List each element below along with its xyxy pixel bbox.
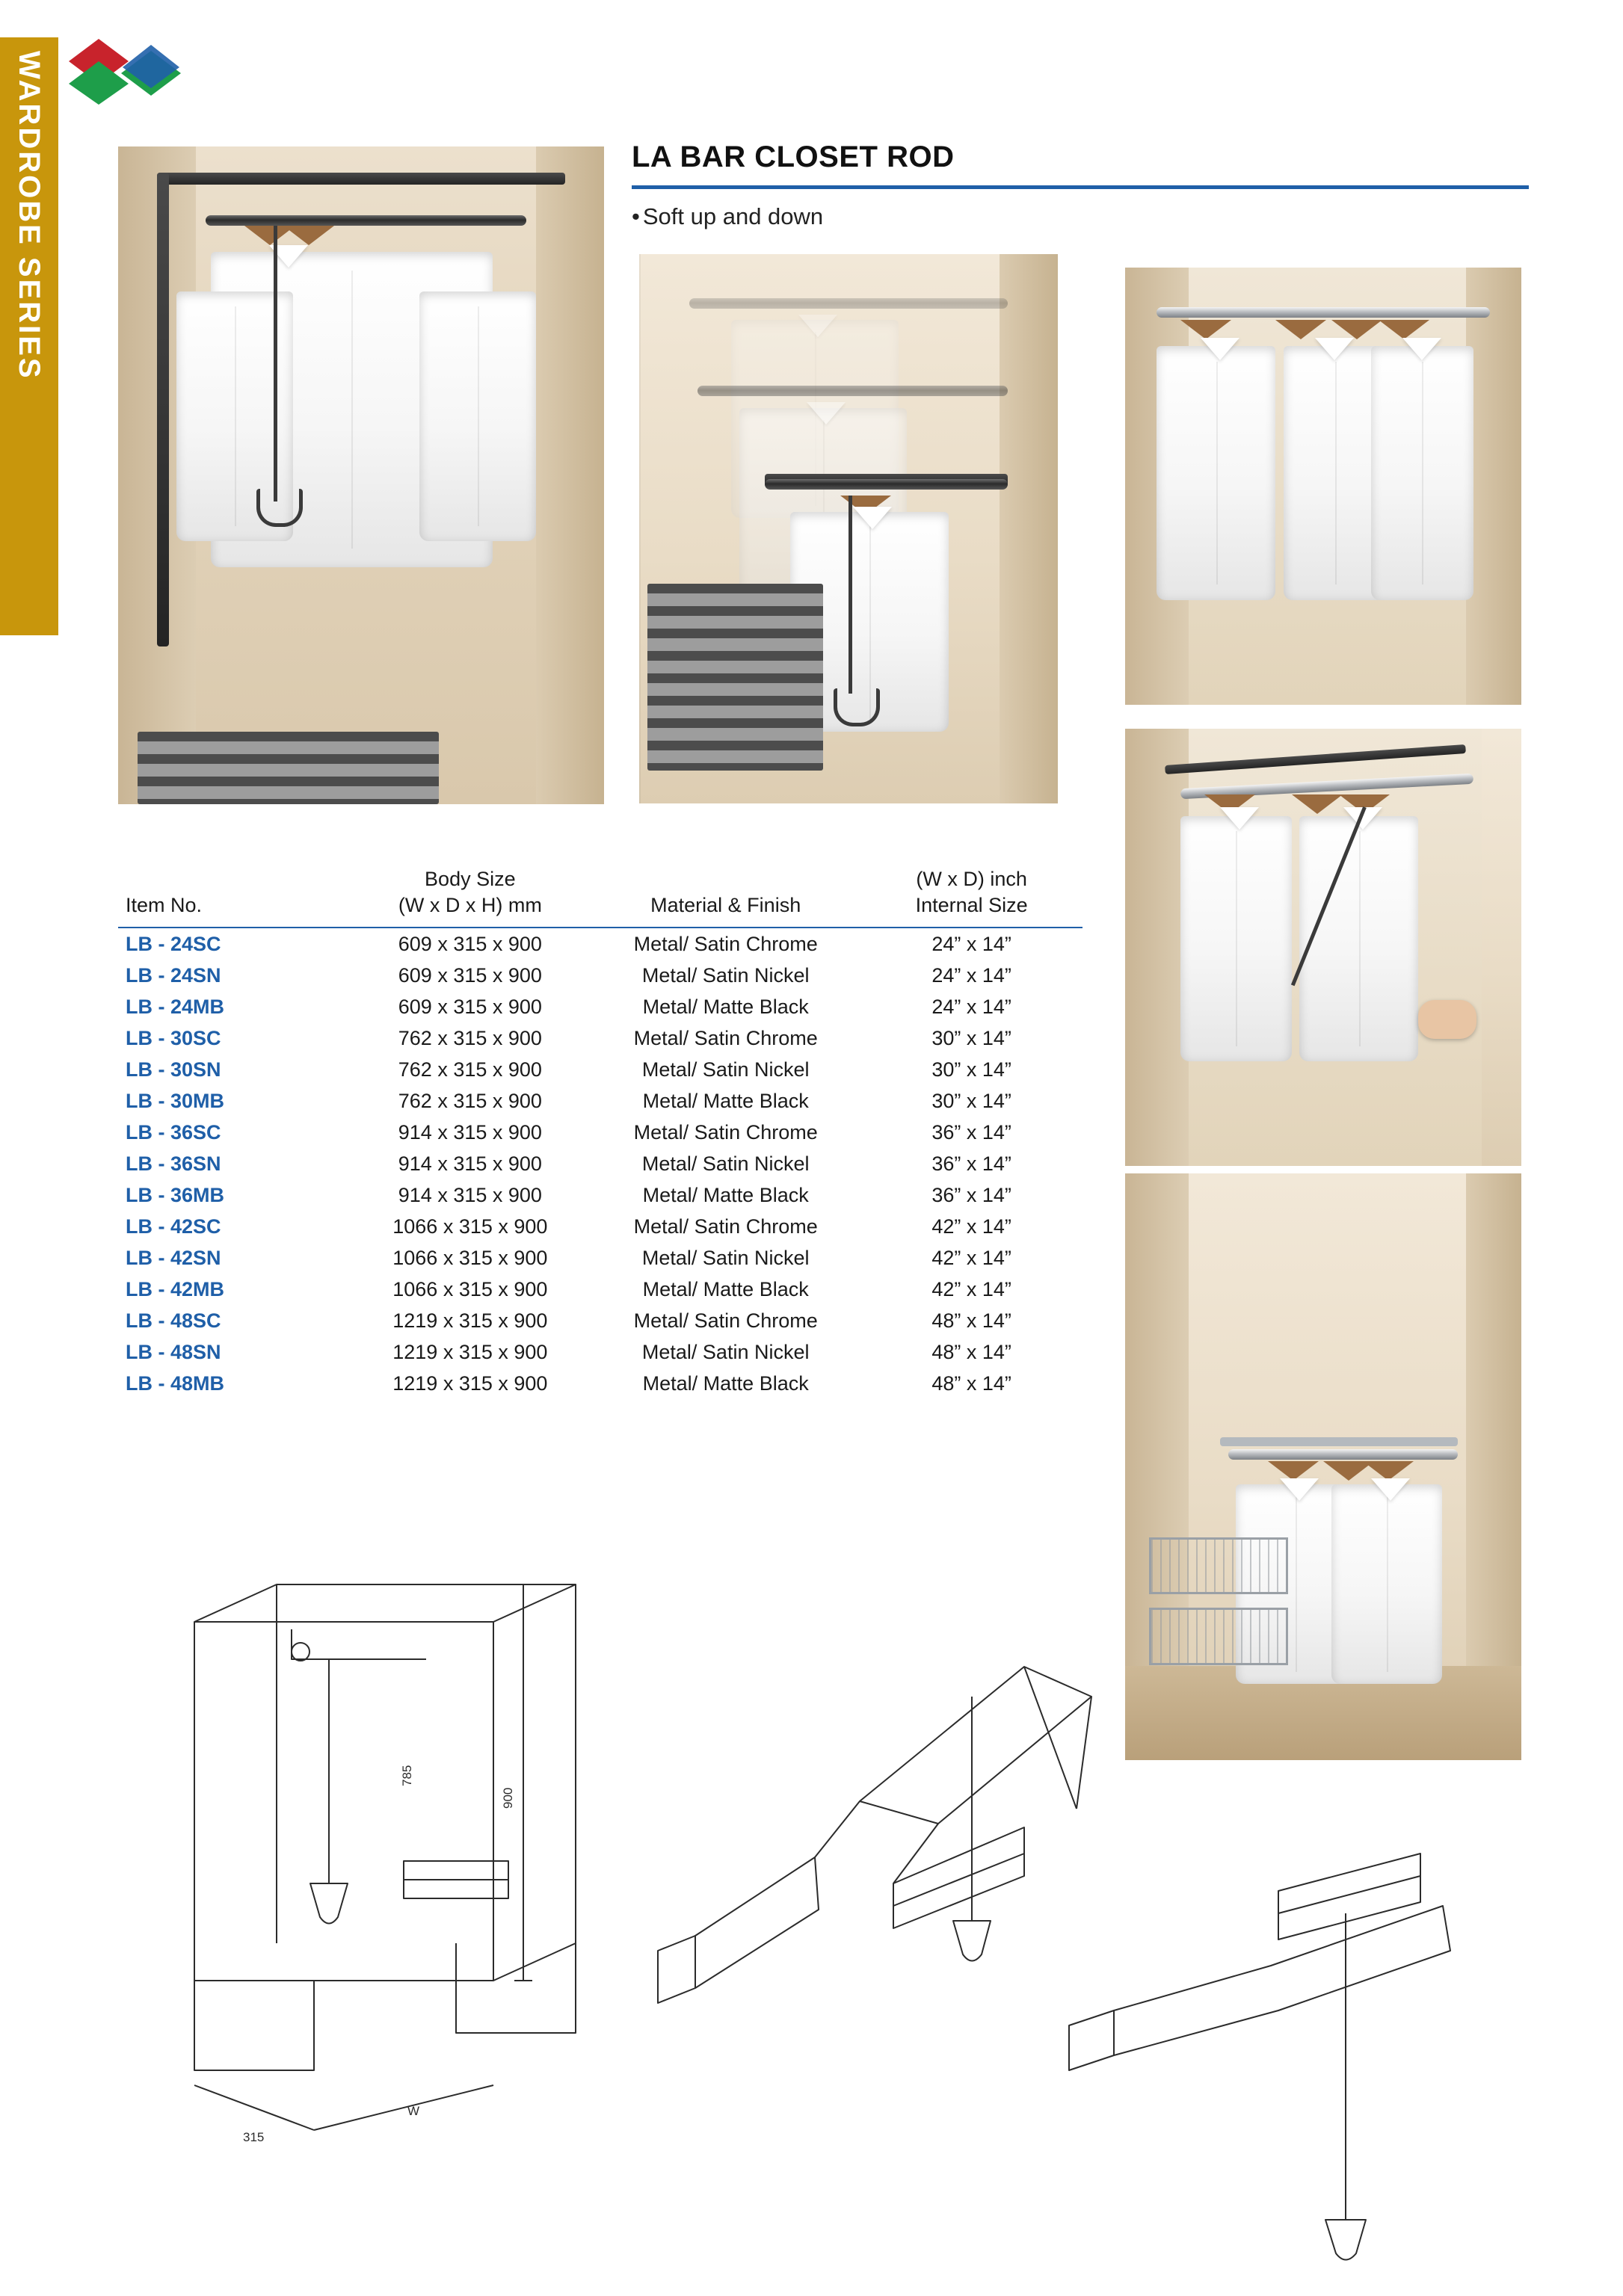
cell-body-size: 1066 x 315 x 900 [392,1277,548,1300]
header-internal-size [860,863,1082,928]
subtitle-text: Soft up and down [642,203,824,229]
photo-closet-rod-hand-pulling [1125,729,1521,1166]
cell-item-no: LB - 42SC [126,1215,221,1238]
cell-internal-size: 30” x 14” [931,1089,1011,1112]
table-row [118,1117,1082,1148]
cell-item-no: LB - 48SN [126,1340,221,1363]
cell-material-finish: Metal/ Matte Black [642,1371,809,1395]
photo-closet-rod-raised-chrome [1125,268,1521,705]
table-row [118,1022,1082,1054]
header-body-size-line2: (W x D x H) mm [398,893,542,916]
header-internal-line1: (W x D) inch [916,868,1027,890]
cell-body-size: 762 x 315 x 900 [398,1089,542,1112]
cell-item-no: LB - 30SN [126,1058,221,1081]
drawing-front-elevation [194,1584,576,2130]
cell-item-no: LB - 24SN [126,963,221,987]
header-internal-line2: Internal Size [915,893,1028,916]
cell-item-no: LB - 36MB [126,1183,225,1206]
page-title: LA BAR CLOSET ROD [632,141,955,173]
cell-body-size: 1219 x 315 x 900 [392,1371,548,1395]
cell-material-finish: Metal/ Satin Chrome [633,1215,818,1238]
cell-material-finish: Metal/ Satin Chrome [633,1026,818,1049]
cell-body-size: 914 x 315 x 900 [398,1152,542,1175]
table-row [118,991,1082,1022]
table-row [118,928,1082,960]
sidebar-wardrobe-series [0,37,58,635]
page-subtitle [632,203,823,230]
cell-item-no: LB - 42SN [126,1246,221,1269]
cell-item-no: LB - 42MB [126,1277,225,1300]
table-row [118,1368,1082,1399]
cell-body-size: 609 x 315 x 900 [398,995,542,1018]
header-body-size-line1: Body Size [425,868,516,890]
table-row [118,1305,1082,1336]
cell-material-finish: Metal/ Satin Chrome [633,932,818,955]
cell-internal-size: 48” x 14” [931,1340,1011,1363]
cell-material-finish: Metal/ Satin Nickel [641,1246,810,1269]
cell-material-finish: Metal/ Matte Black [642,1277,809,1300]
cell-item-no: LB - 30SC [126,1026,221,1049]
cell-internal-size: 36” x 14” [931,1120,1011,1144]
cell-internal-size: 36” x 14” [931,1152,1011,1175]
cell-internal-size: 36” x 14” [931,1183,1011,1206]
dim-315: 315 [243,2130,265,2144]
cell-material-finish: Metal/ Satin Chrome [633,1120,818,1144]
title-underline [632,185,1529,189]
cell-internal-size: 42” x 14” [931,1277,1011,1300]
bullet-glyph: • [632,203,640,229]
table-row [118,1148,1082,1179]
photo-closet-rod-pulled-down [118,146,604,804]
cell-material-finish: Metal/ Matte Black [642,1089,809,1112]
cell-internal-size: 48” x 14” [931,1309,1011,1332]
table-row [118,1179,1082,1211]
cell-internal-size: 30” x 14” [931,1026,1011,1049]
photo-closet-rod-motion-sequence [639,254,1058,803]
dim-w: W [407,2104,420,2118]
cell-material-finish: Metal/ Satin Nickel [641,1340,810,1363]
technical-drawings [105,1562,1525,2265]
cell-internal-size: 24” x 14” [931,932,1011,955]
cell-item-no: LB - 36SN [126,1152,221,1175]
table-header-row [118,863,1082,928]
cell-body-size: 762 x 315 x 900 [398,1026,542,1049]
drawing-angled-view-lowered [1069,1854,1450,2260]
table-row [118,1054,1082,1085]
cell-body-size: 609 x 315 x 900 [398,932,542,955]
cell-material-finish: Metal/ Satin Chrome [633,1309,818,1332]
table-row [118,1211,1082,1242]
cell-body-size: 1219 x 315 x 900 [392,1340,548,1363]
drawing-angled-view-extended [658,1667,1091,2003]
header-item-no: Item No. [126,893,203,916]
cell-body-size: 609 x 315 x 900 [398,963,542,987]
header-material-finish: Material & Finish [650,893,801,916]
cell-material-finish: Metal/ Satin Nickel [641,1058,810,1081]
cell-body-size: 762 x 315 x 900 [398,1058,542,1081]
cell-internal-size: 24” x 14” [931,995,1011,1018]
cell-item-no: LB - 24SC [126,932,221,955]
cell-body-size: 1066 x 315 x 900 [392,1246,548,1269]
table-row [118,1336,1082,1368]
cell-internal-size: 48” x 14” [931,1371,1011,1395]
table-row [118,960,1082,991]
cell-internal-size: 42” x 14” [931,1246,1011,1269]
cell-material-finish: Metal/ Satin Nickel [641,1152,810,1175]
cell-material-finish: Metal/ Matte Black [642,995,809,1018]
cell-material-finish: Metal/ Matte Black [642,1183,809,1206]
dim-785: 785 [400,1765,414,1786]
cell-internal-size: 24” x 14” [931,963,1011,987]
specification-table [118,863,1082,1399]
header-body-size [350,863,591,928]
cell-body-size: 1219 x 315 x 900 [392,1309,548,1332]
table-row [118,1085,1082,1117]
sidebar-label: WARDROBE SERIES [13,51,46,380]
cell-internal-size: 42” x 14” [931,1215,1011,1238]
cell-internal-size: 30” x 14” [931,1058,1011,1081]
cell-body-size: 914 x 315 x 900 [398,1183,542,1206]
cell-item-no: LB - 48MB [126,1371,225,1395]
company-logo [54,36,203,105]
cell-item-no: LB - 24MB [126,995,225,1018]
table-row [118,1242,1082,1274]
cell-item-no: LB - 36SC [126,1120,221,1144]
cell-body-size: 914 x 315 x 900 [398,1120,542,1144]
cell-body-size: 1066 x 315 x 900 [392,1215,548,1238]
cell-item-no: LB - 30MB [126,1089,225,1112]
cell-item-no: LB - 48SC [126,1309,221,1332]
table-row [118,1274,1082,1305]
cell-material-finish: Metal/ Satin Nickel [641,963,810,987]
dim-900: 900 [501,1787,515,1809]
